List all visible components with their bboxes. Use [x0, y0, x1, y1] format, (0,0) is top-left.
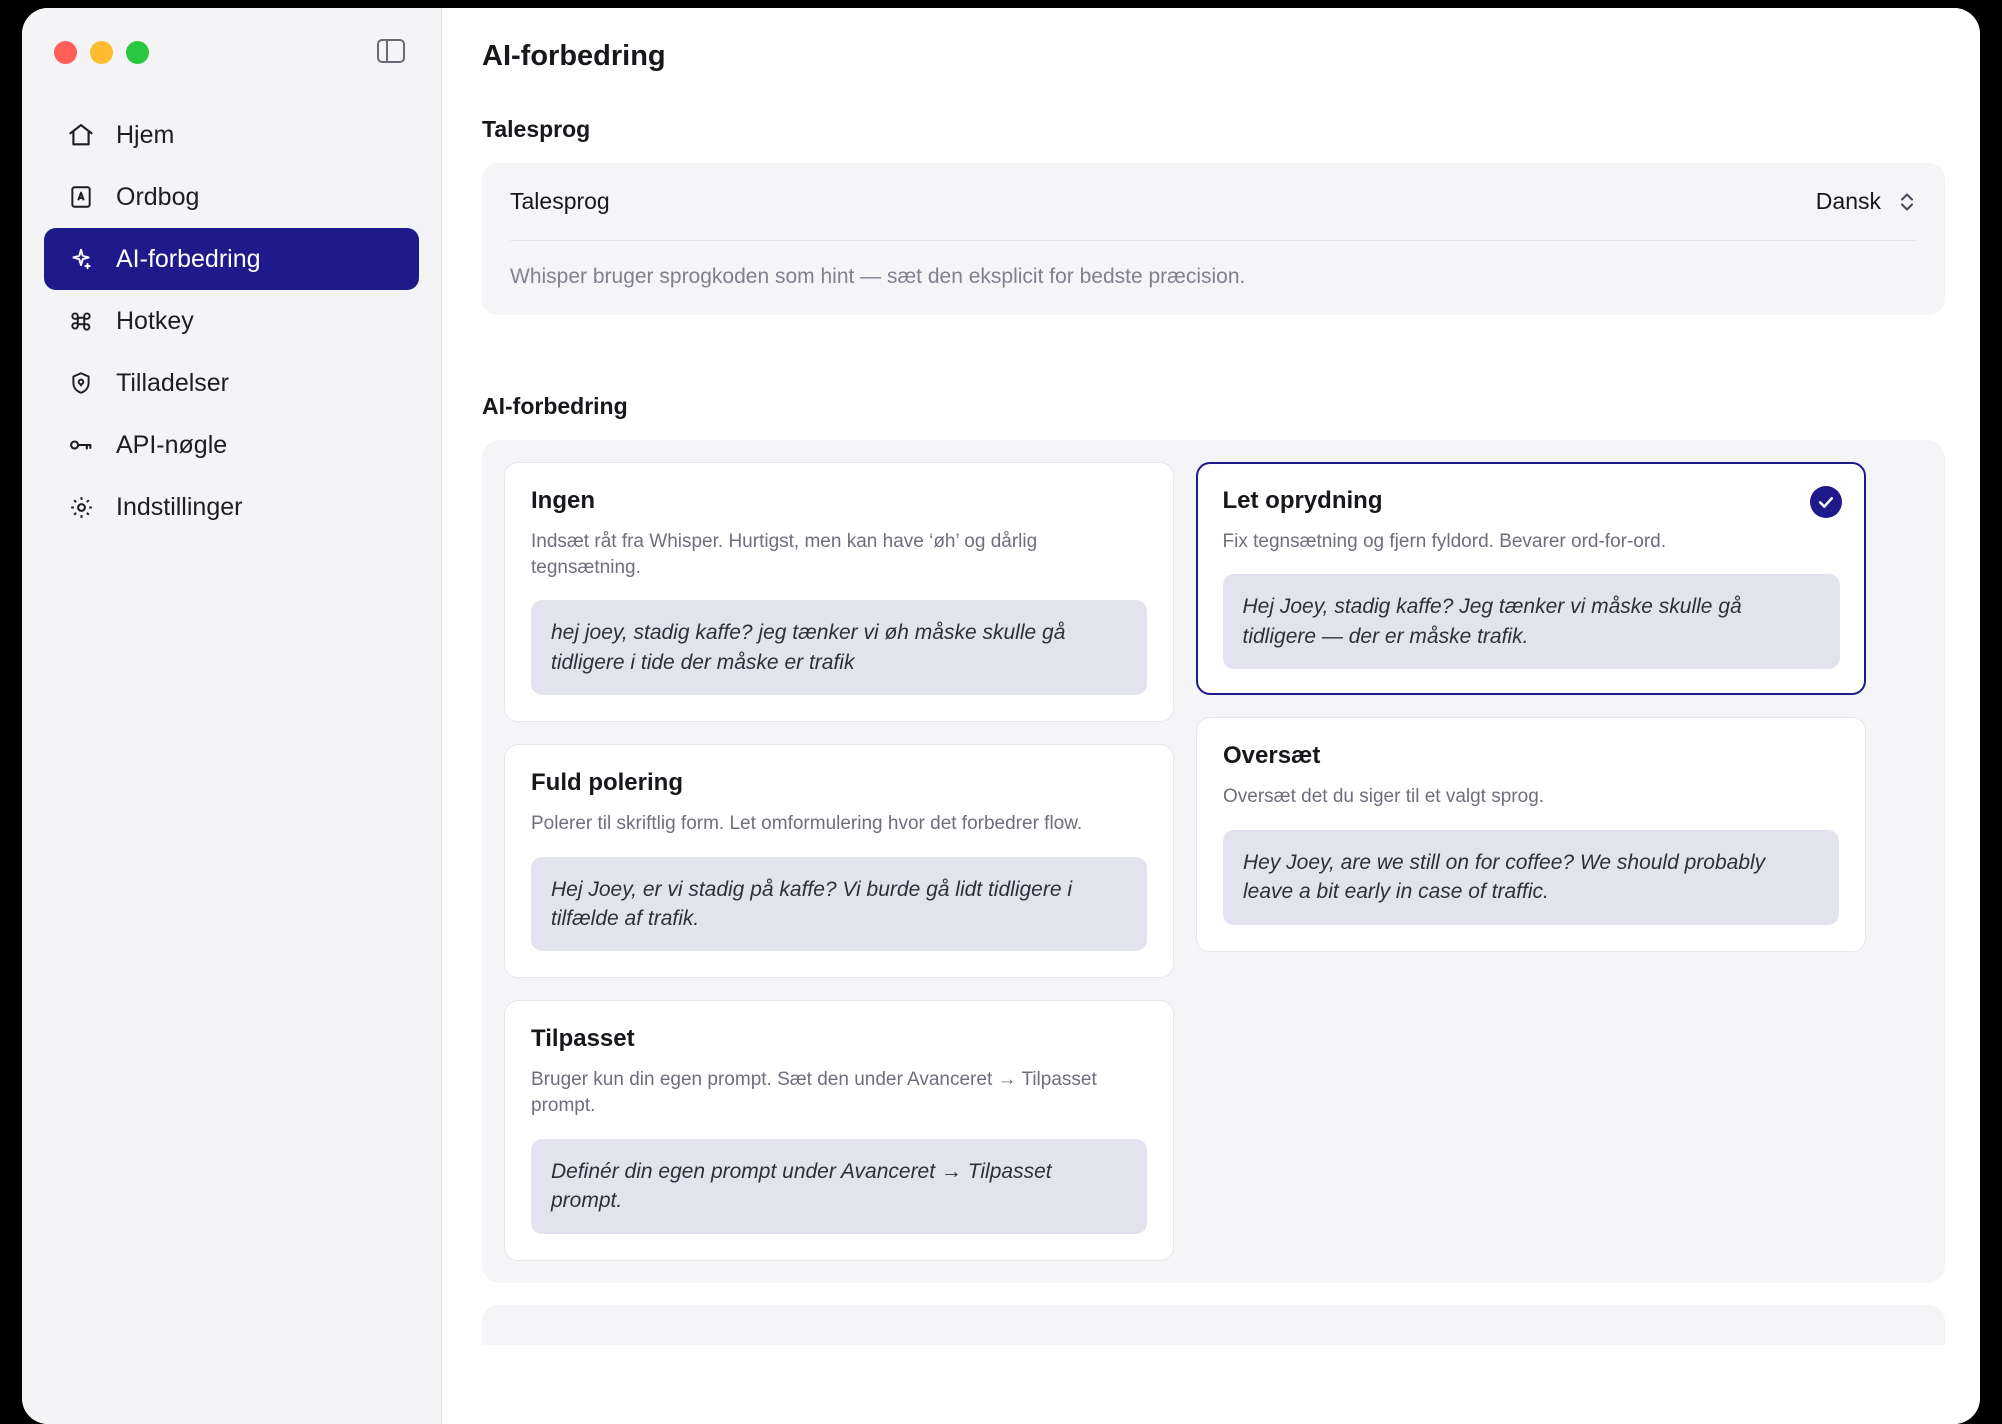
- section-heading-ai-forbedring: AI-forbedring: [482, 393, 628, 419]
- book-icon: [66, 182, 96, 212]
- card-description: Fix tegnsætning og fjern fyldord. Bevarer ord-for-ord.: [1222, 530, 1667, 552]
- card-description: Polerer til skriftlig form. Let omformulering hvor det forbedrer flow.: [531, 813, 1083, 835]
- selected-check-icon: [1810, 486, 1842, 518]
- sidebar-toggle-icon[interactable]: [377, 39, 405, 63]
- sidebar-item-hjem[interactable]: [44, 104, 419, 166]
- shield-lock-icon: [66, 368, 96, 398]
- sidebar-item-label: AI-forbedring: [116, 244, 261, 273]
- sidebar-item-label: Indstillinger: [116, 492, 243, 521]
- language-label: Talesprog: [510, 188, 610, 214]
- card-description: Bruger kun din egen prompt. Sæt den under Avanceret → Tilpasset prompt.: [531, 1069, 1097, 1117]
- page-title: AI-forbedring: [482, 40, 666, 72]
- card-title: Fuld polering: [531, 769, 683, 797]
- minimize-button[interactable]: [90, 41, 113, 64]
- card-title: Oversæt: [1223, 742, 1321, 770]
- card-sample-text: Hey Joey, are we still on for coffee? We should probably leave a bit early in case of traffic.: [1223, 830, 1839, 925]
- enhancement-card-let-oprydning[interactable]: [1196, 462, 1866, 695]
- card-sample-text: hej joey, stadig kaffe? jeg tænker vi øh måske skulle gå tidligere i tide der måske er trafik: [531, 600, 1147, 695]
- language-row[interactable]: [510, 163, 1917, 241]
- sidebar-item-label: Hotkey: [116, 306, 194, 335]
- sidebar-item-indstillinger[interactable]: [44, 476, 419, 538]
- card-title: Ingen: [531, 487, 595, 514]
- home-icon: [66, 120, 96, 150]
- gear-icon: [66, 492, 96, 522]
- language-select[interactable]: [1816, 187, 1917, 217]
- sidebar-item-tilladelser[interactable]: [44, 352, 419, 414]
- enhancement-cards-column-right: [1196, 462, 1866, 1261]
- enhancement-cards-panel: [482, 440, 1945, 1283]
- enhancement-card-oversaet[interactable]: [1196, 717, 1866, 951]
- sidebar-item-label: Hjem: [116, 120, 175, 149]
- language-selected-value: Dansk: [1815, 188, 1881, 214]
- main-content: [442, 8, 1980, 1424]
- settings-scroll-area: [442, 92, 1980, 1424]
- card-description: Indsæt råt fra Whisper. Hurtigst, men kan have ‘øh’ og dårlig tegnsætning.: [531, 531, 1038, 578]
- enhancement-card-ingen[interactable]: [504, 462, 1174, 722]
- card-title: Tilpasset: [531, 1025, 635, 1053]
- card-sample-text: Definér din egen prompt under Avanceret → Tilpasset prompt.: [531, 1139, 1147, 1234]
- zoom-button[interactable]: [126, 41, 149, 64]
- sidebar: [22, 8, 442, 1424]
- traffic-lights: [54, 41, 149, 64]
- sidebar-item-label: Ordbog: [116, 182, 200, 211]
- section-heading-talesprog: Talesprog: [482, 116, 591, 142]
- sparkle-icon: [66, 244, 96, 274]
- speech-language-panel: [482, 163, 1945, 315]
- sidebar-item-ai-forbedring[interactable]: [44, 228, 419, 290]
- enhancement-card-fuld-polering[interactable]: [504, 744, 1174, 978]
- command-icon: [66, 306, 96, 336]
- sidebar-item-ordbog[interactable]: [44, 166, 419, 228]
- key-icon: [66, 430, 96, 460]
- language-helper-text: Whisper bruger sprogkoden som hint — sæt den eksplicit for bedste præcision.: [510, 265, 1246, 288]
- sidebar-item-api-nogle[interactable]: [44, 414, 419, 476]
- sidebar-item-label: Tilladelser: [116, 368, 230, 397]
- card-sample-text: Hej Joey, stadig kaffe? Jeg tænker vi måske skulle gå tidligere — der er måske trafik.: [1223, 574, 1840, 669]
- card-title: Let oprydning: [1222, 486, 1383, 514]
- sidebar-item-hotkey[interactable]: [44, 290, 419, 352]
- enhancement-card-tilpasset[interactable]: [504, 1000, 1174, 1260]
- chevron-updown-icon[interactable]: [1897, 187, 1917, 217]
- sidebar-nav: [22, 104, 441, 538]
- next-section-placeholder: [482, 1305, 1945, 1345]
- enhancement-cards-column-left: [504, 462, 1174, 1261]
- card-sample-text: Hej Joey, er vi stadig på kaffe? Vi burde gå lidt tidligere i tilfælde af trafik.: [531, 857, 1147, 952]
- sidebar-item-label: API-nøgle: [116, 430, 228, 459]
- app-window: [22, 8, 1980, 1424]
- close-button[interactable]: [54, 41, 77, 64]
- card-description: Oversæt det du siger til et valgt sprog.: [1223, 786, 1545, 808]
